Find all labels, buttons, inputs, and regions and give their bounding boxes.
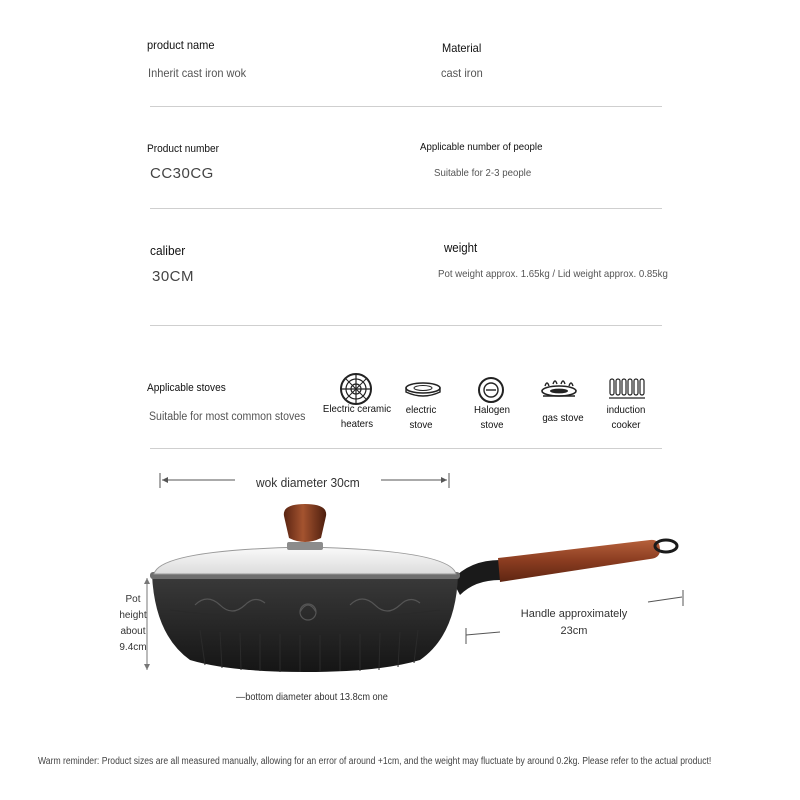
handle-length-label: Handle approximately 23cm xyxy=(520,608,628,637)
stove-label: electric stove xyxy=(405,404,437,431)
pot-height-label: Pot height about 9.4cm xyxy=(119,594,147,653)
divider xyxy=(150,208,662,209)
weight-label: weight xyxy=(444,241,478,255)
gas-stove-icon xyxy=(539,378,579,402)
warm-reminder: Warm reminder: Product sizes are all measured manually, allowing for an error of around +1cm, and the weight may fluctuate by around 0.2kg. Please refer to the actual product! xyxy=(38,756,712,767)
product-number-value: CC30CG xyxy=(150,165,214,182)
product-number-label: Product number xyxy=(147,143,220,155)
caliber-value: 30CM xyxy=(152,268,195,285)
bottom-diameter-label: —bottom diameter about 13.8cm one xyxy=(236,692,388,703)
divider xyxy=(150,106,662,107)
people-label: Applicable number of people xyxy=(420,141,543,153)
wok-diameter-label: wok diameter 30cm xyxy=(256,475,360,490)
stove-label: induction cooker xyxy=(606,404,646,431)
product-name-label: product name xyxy=(147,38,215,52)
stoves-value: Suitable for most common stoves xyxy=(149,411,306,423)
induction-cooker-icon xyxy=(607,377,647,401)
divider xyxy=(150,448,662,449)
stove-label: gas stove xyxy=(542,412,584,424)
wok-illustration xyxy=(0,460,800,720)
material-value: cast iron xyxy=(441,66,483,80)
stove-label: Halogen stove xyxy=(474,404,510,431)
weight-value: Pot weight approx. 1.65kg / Lid weight approx. 0.85kg xyxy=(438,268,668,280)
people-value: Suitable for 2-3 people xyxy=(434,167,532,179)
stoves-label: Applicable stoves xyxy=(147,382,226,394)
product-name-value: Inherit cast iron wok xyxy=(148,66,247,80)
electric-stove-icon xyxy=(404,381,442,399)
material-label: Material xyxy=(442,41,482,55)
divider xyxy=(150,325,662,326)
caliber-label: caliber xyxy=(150,243,186,258)
halogen-stove-icon xyxy=(477,376,505,404)
stove-label: Electric ceramic heaters xyxy=(322,403,392,430)
